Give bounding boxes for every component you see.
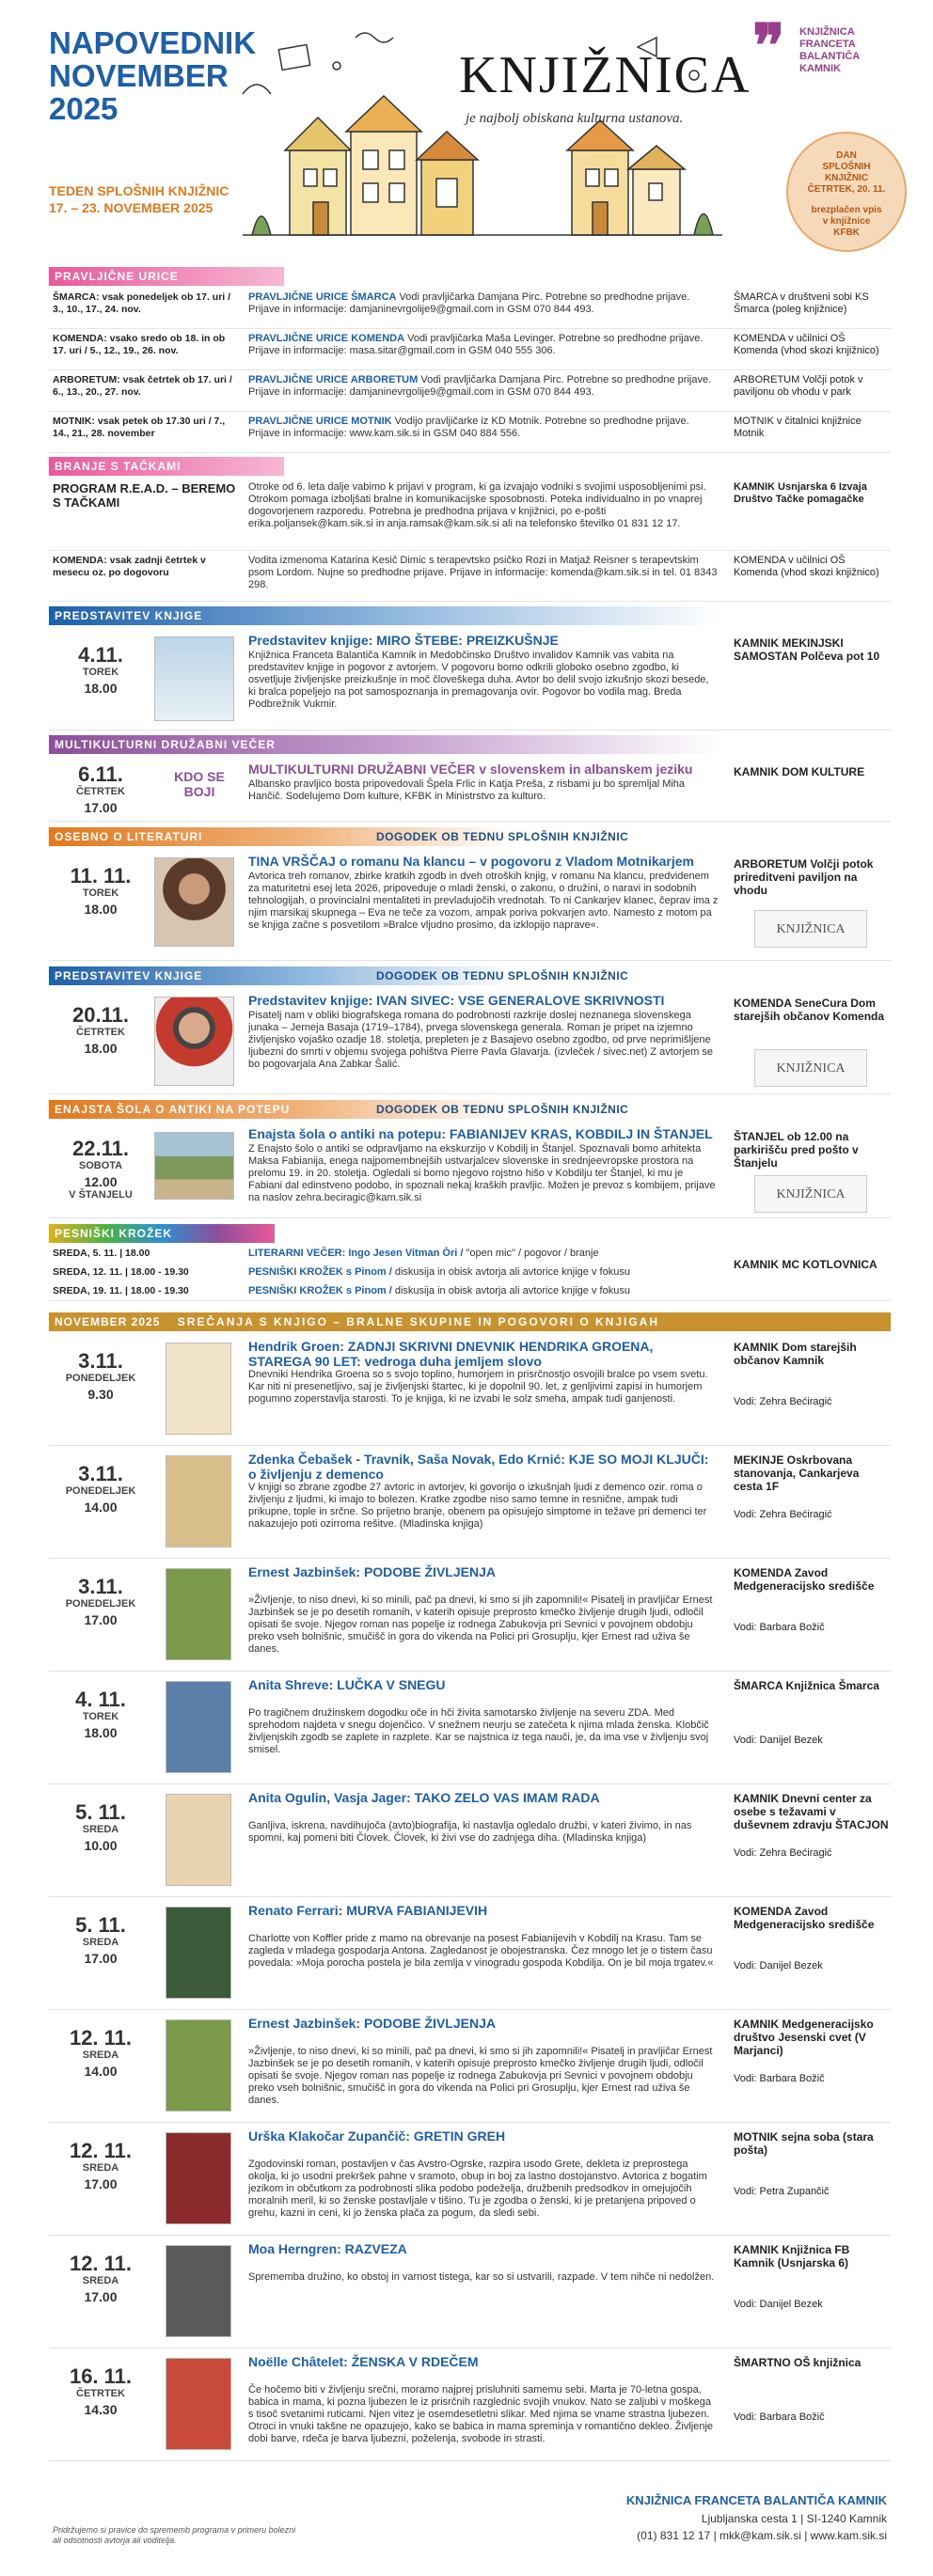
date-weekday: ČETRTEK	[76, 786, 125, 797]
event-title: Ernest Jazbinšek: PODOBE ŽIVLJENJA	[248, 2016, 496, 2031]
event-tag: DOGODEK OB TEDNU SPLOŠNIH KNJIŽNIC	[376, 969, 629, 982]
event-card	[49, 1333, 891, 1446]
event-tag: DOGODEK OB TEDNU SPLOŠNIH KNJIŽNIC	[376, 830, 629, 843]
book-cover-image	[166, 1455, 231, 1547]
section-bar-pesniski: PESNIŠKI KROŽEK	[49, 1224, 275, 1243]
row-location: MOTNIK v čitalnici knjižnice Motnik	[734, 416, 862, 439]
date-number: 3.11.	[78, 1575, 123, 1598]
row-location: KOMENDA v učilnici OŠ Komenda (vhod skozi knjižnico)	[734, 333, 879, 356]
event-description: Z Enajsto šolo o antiki se odpravljamo na ekskurzijo v Kobdilj in Štanjel. Spoznavali bomo arhitekta Maksa Fabianija, enega najpomembnejših ustvarjalcev slovenske in srednjeevropske prostora na prelomu 19. in 20. stoletja. Ogledali si bomo njegovo rojstno hišo v Kobdilju ter Štanjel, ki mu je Fabiani dal edinstveno podobo, in spoznali nekaj kraških pravljic. Možen je prevoz s kombijem, prijave na naslov zehra.beciragic@kam.sik.si	[248, 1143, 716, 1203]
date-number: 6.11.	[78, 762, 123, 786]
event-card	[49, 1446, 891, 1559]
row-text: "open mic" / pogovor / branje	[466, 1248, 599, 1259]
section-bar-branje: BRANJE S TAČKAMI	[49, 457, 284, 476]
library-day-badge	[786, 132, 907, 252]
event-location: MEKINJE Oskrbovana stanovanja, Cankarjeva cesta 1F	[734, 1453, 860, 1493]
date-number: 5. 11.	[75, 1913, 126, 1937]
event-card	[49, 2236, 891, 2348]
event-card	[49, 987, 891, 1094]
date-number: 11. 11.	[70, 864, 132, 887]
event-location: KOMENDA Zavod Medgeneracijsko središče	[734, 1905, 875, 1931]
event-location: KAMNIK Dom starejših občanov Kamnik	[734, 1341, 857, 1367]
event-date	[49, 987, 152, 1056]
event-card	[49, 1672, 891, 1784]
badge-line-7: KFBK	[833, 228, 860, 238]
row-title: PRAVLJIČNE URICE ARBORETUM	[248, 374, 419, 385]
book-cover-image	[166, 1794, 231, 1886]
badge-line-4: ČETRTEK, 20. 11.	[807, 184, 886, 195]
row-text: Vodijo pravljičarke iz KD Motnik. Potrebne so predhodne prijave. Prijave in informacije: www.kam.sik.si in GSM 040 884 556.	[248, 416, 689, 439]
logo-line-4: KAMNIK	[799, 63, 841, 74]
row-content	[248, 1285, 719, 1297]
list-item	[49, 412, 891, 453]
event-date	[49, 1121, 152, 1202]
section-bar-osebno: OSEBNO O LITERATURI	[49, 827, 891, 846]
title-line-3: 2025	[49, 91, 119, 126]
event-title: Noëlle Châtelet: ŽENSKA V RDEČEM	[248, 2354, 479, 2369]
event-title: Renato Ferrari: MURVA FABIANIJEVIH	[248, 1903, 488, 1918]
library-logo-text	[799, 26, 860, 75]
event-description: Sprememba družino, ko obstoj in varnost tistega, kar so si ustvarili, razpade. V tem nihče ni nedolžen.	[248, 2271, 715, 2283]
date-time: 10.00	[84, 1838, 118, 1853]
event-description: Po tragičnem družinskem dogodku oče in hči živita samotarsko življenje na severu ZDA. Med sprehodom najdeta v snegu dojenčico. V snežnem neurju se zatečeta k njima mlada ženska. Klobčič življenjskih zgodb se zaplete in razplete. Kar se najstnica iz tega nauči, je, da ima vse v življenju svoj smisel.	[248, 1707, 709, 1755]
event-host: Vodi: Danijel Bezek	[734, 2299, 823, 2310]
date-weekday: PONEDELJEK	[65, 1598, 136, 1610]
event-title: Hendrik Groen: ZADNJI SKRIVNI DNEVNIK HENDRIKA GROENA, STAREGA 90 LET: vedroga duha jemljem slovo	[248, 1339, 654, 1369]
event-host: Vodi: Zehra Bećiragić	[734, 1847, 832, 1859]
row-text: Vodi pravljičarka Damjana Pirc. Potrebne so predhodne prijave. Prijave in informacije: damjaninevrgolije9@gmail.com in GSM 070 844 493.	[248, 291, 690, 315]
event-card	[49, 848, 891, 961]
date-time: 17.00	[84, 1612, 118, 1627]
event-location: ARBORETUM Volčji potok prireditveni paviljon na vhodu	[734, 857, 874, 897]
row-schedule: SREDA, 19. 11. | 18.00 - 19.30	[53, 1285, 189, 1296]
event-date	[49, 2348, 152, 2417]
date-time: 18.00	[84, 1041, 118, 1056]
date-number: 12. 11.	[69, 2252, 133, 2275]
event-title: Urška Klakočar Zupančič: GRETIN GREH	[248, 2128, 506, 2144]
date-number: 12. 11.	[69, 2139, 133, 2162]
row-text: Vodita izmenoma Katarina Kesič Dimic s terapevtsko psičko Rozi in Matjaž Reisner s terapevtskim psom Lordom. Nujne so predhodne prijave. Prijave in informacije: komenda@kam.sik.si in tel. 01 8343 298.	[248, 555, 718, 590]
event-description: Če hočemo biti v življenju srečni, moramo najprej prisluhniti samemu sebi. Marta je 70-letna gospa, babica in mama, ki pozna ljubezen le iz prisrčnih razglednic svojih vnukov. Nato se zaljubi v moškega s tisoč svetanimi ruticami. Njen vitez je osemdesetletni slikar. Med njima se vname strastna ljubezen. Otroci in vnuki takšne ne opazujejo, kako se babica in mama spreminja v romantično dekleo. Življenje dobi barve, rdeča je barva ljubezni, poželenja, svobode in strasti.	[248, 2384, 714, 2444]
event-title: Predstavitev knjige: IVAN SIVEC: VSE GENERALOVE SKRIVNOSTI	[248, 993, 665, 1008]
row-text: Otroke od 6. leta dalje vabimo k prijavi v program, ki ga izvajajo vodniki s svojimi usposobljenimi psi. Otrokom pomaga izboljšati bralne in komunikacijske sposobnosti. Poteka individualno in po vnaprej dogovorjenem razporedu. Potrebna je predhodna prijava v knjižnici, po e-pošti erika.poljansek@kam.sik.si in anja.ramsak@kam.sik.si ali na telefonsko številko 01 831 12 17.	[248, 481, 706, 529]
event-card	[49, 1121, 891, 1218]
date-number: 16. 11.	[69, 2364, 133, 2388]
list-item	[49, 370, 891, 412]
section-bar-pravljicne: PRAVLJIČNE URICE	[49, 267, 284, 286]
row-content	[248, 291, 719, 316]
event-host: Vodi: Barbara Božič	[734, 2073, 825, 2084]
row-title: LITERARNI VEČER: Ingo Jesen Vitman Ōri /	[248, 1248, 464, 1259]
event-date	[49, 1333, 152, 1402]
event-date	[49, 2236, 152, 2304]
row-location: ARBORETUM Volčji potok v paviljonu ob vhodu v park	[734, 374, 863, 398]
event-host: Vodi: Zehra Bećiragić	[734, 1396, 832, 1407]
date-number: 3.11.	[78, 1462, 123, 1485]
list-item	[49, 1282, 891, 1301]
event-host: Vodi: Danijel Bezek	[734, 1960, 823, 1971]
event-date	[49, 1559, 152, 1627]
event-description: Ganljiva, iskrena, navdihujoča (avto)biografija, ki nastavlja ogledalo družbi, v kateri živimo, in nas spomni, kaj pomeni biti Človek. Človek, ki živi vse do zadnjega diha. (Mladinska knjiga)	[248, 1820, 692, 1844]
event-description: »Življenje, to niso dnevi, ki so minili, pač pa dnevi, ki smo si jih zapomnili!« Pisatelj in pravljičar Ernest Jazbinšek se je po desetih romanih, v katerih opisuje preprosto kmečko življenje drugih ljudi, odločil opisati še svoje. Njegov roman nas popelje iz rodnega Zabukovja pri Sevnici v povojnem obdobju preko vseh bolnišnic, smučišč in gora do vikenda na Polici pri Grosuplju, kjer Ernest rad uživa še danes.	[248, 2046, 713, 2106]
footer-address: Ljubljanska cesta 1 | SI-1240 Kamnik	[701, 2512, 887, 2525]
event-title: MULTIKULTURNI DRUŽABNI VEČER v slovenskem in albanskem jeziku	[248, 762, 693, 777]
event-title: TINA VRŠČAJ o romanu Na klancu – v pogovoru z Vladom Motnikarjem	[248, 854, 695, 869]
section-bar-predstavitev-1: PREDSTAVITEV KNJIGE	[49, 606, 891, 625]
logo-line-2: FRANCETA	[799, 39, 856, 50]
section-bar-predstavitev-2: PREDSTAVITEV KNJIGE	[49, 966, 891, 985]
event-host: Vodi: Barbara Božič	[734, 2411, 825, 2423]
date-time: 18.00	[84, 681, 118, 696]
section-month: NOVEMBER 2025	[55, 1315, 161, 1328]
row-content	[248, 416, 719, 440]
event-description: Avtorica treh romanov, zbirke kratkih zgodb in dveh otroških knjig, v romanu Na klancu, predvidenem za maturitetni esej leta 2026, pripoveduje o mladi ženski, o zakonu, o družini, o naravi in sodobnih tehnologijah, o provincialni mentaliteti in prevladujočih vrednotah. To ni Cankarjev klanec, čeprav ima z njim marsikaj skupnega – Eva ne teče za vozom, ampak poriva pokvarjen avto. Namesto z motom pa se knjiga začne s posvetilom »Bralce vljudno prosimo, da izklopijo naprave«.	[248, 871, 719, 931]
date-number: 5. 11.	[75, 1800, 126, 1824]
event-host: Vodi: Danijel Bezek	[734, 1735, 823, 1746]
title-line-2: NOVEMBER	[49, 58, 229, 93]
badge-line-5: brezplačen vpis	[811, 205, 882, 215]
event-date	[49, 2123, 152, 2191]
event-location: KAMNIK MC KOTLOVNICA	[734, 1258, 878, 1271]
row-content	[248, 374, 719, 399]
event-location: ŠMARTNO OŠ knjižnica	[734, 2356, 862, 2369]
event-date	[49, 848, 152, 917]
row-text: diskusija in obisk avtorja ali avtorice knjige v fokusu	[394, 1266, 630, 1278]
badge-line-1: DAN	[836, 150, 857, 161]
row-location: KAMNIK Usnjarska 6 Izvaja Društvo Tačke pomagačke	[734, 481, 867, 505]
row-schedule: MOTNIK: vsak petek ob 17.30 uri / 7., 14., 21., 28. november	[53, 416, 226, 439]
date-time: 17.00	[84, 800, 118, 815]
event-location: KAMNIK Knjižnica FB Kamnik (Usnjarska 6)	[734, 2243, 850, 2270]
event-date	[49, 1446, 152, 1515]
event-tag: DOGODEK OB TEDNU SPLOŠNIH KNJIŽNIC	[376, 1103, 629, 1116]
list-item	[49, 551, 891, 602]
date-number: 22.11.	[72, 1137, 129, 1160]
row-title: PRAVLJIČNE URICE KOMENDA	[248, 333, 405, 344]
library-mini-logo: KNJIŽNICA	[754, 1175, 867, 1213]
event-description: V knjigi so zbrane zgodbe 27 avtoric in avtorjev, ki govorijo o izkušnjah ljudi z demenco ozir. roma o življenju z ljudmi, ki imajo to bolezen. Kratke zgodbe niso samo temne in resnične, ampak tudi prikupne, tople in srčne. So prijetno branje, obenem pa opisujejo simptome in težave pri demenci ter nakazujejo poti ozirroma rešitve. (Mladinska knjiga)	[248, 1482, 707, 1530]
book-cover-image	[166, 1907, 231, 1999]
week-line-2: 17. – 23. NOVEMBER 2025	[49, 200, 213, 215]
book-cover-image	[154, 636, 234, 721]
row-schedule: KOMENDA: vsako sredo ob 18. in ob 17. uri / 5., 12., 19., 26. nov.	[53, 333, 226, 356]
footer	[49, 2491, 891, 2557]
event-photo	[154, 1132, 234, 1200]
badge-line-2: SPLOŠNIH	[822, 162, 871, 172]
event-logo-text: KDO SE BOJI	[174, 769, 225, 799]
event-card	[49, 627, 891, 730]
event-card	[49, 1559, 891, 1672]
footer-org: KNJIŽNICA FRANCETA BALANTIČA KAMNIK	[625, 2493, 887, 2507]
event-location: ŠMARCA Knjižnica Šmarca	[734, 1679, 879, 1692]
event-card	[49, 1897, 891, 2010]
week-line-1: TEDEN SPLOŠNIH KNJIŽNIC	[49, 183, 229, 198]
date-weekday: SREDA	[82, 2275, 119, 2286]
event-date	[49, 1672, 152, 1740]
event-title: Enajsta šola o antiki na potepu: FABIANIJEV KRAS, KOBDILJ IN ŠTANJEL	[248, 1126, 713, 1141]
date-time: 17.00	[84, 2176, 118, 2191]
event-description: Dnevniki Hendrika Groena so s svojo toplino, humorjem in prisrčnostjo osvojili bralce po vsem svetu. Kar niti ni presenetljivo, saj je življenjski štartec, ki je dopolnil 90. let, z genljivimi zapisi in humorjem pogumno zoperstavlja starosti. To je knjiga, ki ne izvabi le solz smeha, ampak tudi ganjenosti.	[248, 1369, 708, 1405]
date-weekday: SOBOTA	[78, 1160, 123, 1171]
date-number: 3.11.	[78, 1349, 123, 1373]
date-weekday: SREDA	[82, 2162, 119, 2174]
event-title: Predstavitev knjige: MIRO ŠTEBE: PREIZKUŠNJE	[248, 633, 559, 648]
book-cover-image	[166, 1343, 231, 1435]
date-weekday: ČETRTEK	[76, 1027, 125, 1038]
date-time: 17.00	[84, 1951, 118, 1966]
title-line-1: NAPOVEDNIK	[49, 25, 257, 60]
book-cover-image	[166, 1681, 231, 1773]
row-location: KOMENDA v učilnici OŠ Komenda (vhod skozi knjižnico)	[734, 555, 879, 578]
event-location: KAMNIK Dnevni center za osebe s težavami v duševnem zdravju ŠTACJON	[734, 1792, 889, 1831]
list-item	[49, 329, 891, 370]
event-date	[49, 627, 152, 696]
row-title: PESNIŠKI KROŽEK s Pinom /	[248, 1285, 392, 1296]
event-title: Zdenka Čebašek - Travnik, Saša Novak, Edo Krnić: KJE SO MOJI KLJUČI: o življenju z demenco	[248, 1452, 709, 1482]
event-card	[49, 2123, 891, 2236]
row-schedule: SREDA, 5. 11. | 18.00	[53, 1248, 150, 1259]
section-bar-multikulturni: MULTIKULTURNI DRUŽABNI VEČER	[49, 735, 891, 754]
date-number: 4.11.	[78, 643, 123, 667]
date-weekday: PONEDELJEK	[65, 1373, 136, 1384]
library-mini-logo: KNJIŽNICA	[754, 910, 867, 948]
list-item	[49, 478, 891, 551]
event-location: KAMNIK MEKINJSKI SAMOSTAN Polčeva pot 10	[734, 636, 880, 663]
author-photo	[154, 997, 234, 1086]
date-time: 18.00	[84, 902, 118, 917]
event-description: Charlotte von Koffler pride z mamo na obrevanje na posest Fabianijevih v Kobdilj na Krasu. Tam se zagleda v mladega gospodarja Antona. Zagledanost je obojestranska. Čez mnogo let je o tistem času povedala: »Moja porocha postela je bila zemlja v vinogradu gospoda Kobdilja. On je bil moja trgatev.«	[248, 1933, 714, 1969]
date-time: 14.30	[84, 2402, 118, 2417]
date-weekday: PONEDELJEK	[65, 1485, 136, 1497]
event-date	[49, 2010, 152, 2079]
event-description: »Življenje, to niso dnevi, ki so minili, pač pa dnevi, ki smo si jih zapomnili!« Pisatelj in pravljičar Ernest Jazbinšek se je po desetih romanih, v katerih opisuje preprosto kmečko življenje drugih ljudi, odločil opisati še svoje. Njegov roman nas popelje iz rodnega Zabukovja pri Sevnici v povojnem obdobju preko vseh bolnišnic, smučišč in gora do vikenda na Polici pri Grosuplju, kjer Ernest rad uživa še danes.	[248, 1594, 713, 1655]
date-time: 18.00	[84, 1725, 118, 1740]
event-description: Zgodovinski roman, postavljen v čas Avstro-Ogrske, razpira usodo Grete, dekleta iz preprostega okolja, ki jo usodni prekršek pahne v sramoto, obup in boj za lastno dostojanstvo. Avtorica z bogatim jezikom in občutkom za podrobnosti slika podobo podeželja, družbenih predsodkov in omejujočih moralnih meril, ki so ženske postavljale v tišino. Tu je zgodba o ženski, ki je pretanjena pripoved o grehu, kazni in ceni, ki jo ženska plača za pogum, da sledi sebi.	[248, 2159, 707, 2219]
event-title: Moa Herngren: RAZVEZA	[248, 2241, 407, 2256]
event-host: Vodi: Zehra Bećiragić	[734, 1509, 832, 1520]
date-weekday: TOREK	[82, 667, 119, 678]
row-location: ŠMARCA v društveni sobi KS Šmarca (poleg knjižnice)	[734, 291, 869, 315]
date-weekday: TOREK	[82, 1711, 119, 1722]
date-time: 17.00	[84, 2289, 118, 2304]
date-number: 12. 11.	[69, 2026, 133, 2050]
row-title: PRAVLJIČNE URICE MOTNIK	[248, 416, 392, 427]
event-card	[49, 1784, 891, 1897]
row-content	[248, 1266, 719, 1279]
event-location: KOMENDA Zavod Medgeneracijsko središče	[734, 1566, 875, 1593]
row-title: PESNIŠKI KROŽEK s Pinom /	[248, 1266, 392, 1278]
date-weekday: SREDA	[82, 2050, 119, 2061]
date-time: 14.00	[84, 1500, 118, 1515]
event-host: Vodi: Barbara Božič	[734, 1622, 825, 1633]
brand-slogan: je najbolj obiskana kulturna ustanova.	[466, 111, 684, 126]
event-location: KAMNIK Medgeneracijsko društvo Jesenski cvet (V Marjanci)	[734, 2018, 874, 2057]
header	[0, 0, 933, 254]
row-schedule: SREDA, 12. 11. | 18.00 - 19.30	[53, 1266, 189, 1278]
event-description: Knjižnica Franceta Balantiča Kamnik in Medobčinsko Društvo invalidov Kamnik vas vabita na predstavitev knjige in pogovor z avtorjem. V pogovoru bomo odkrili globoko osebno zgodbo, ki osvetljuje življenjske preizkušnje in moč človeškega duha. Avtor bo delil svojo izkušnjo skozi besede, ki bralca popeljejo na pot samospoznanja in premagovanja ovir. Pogovor bo vodila mag. Breda Podbrežnik Vukmir.	[248, 650, 709, 710]
date-weekday: SREDA	[82, 1824, 119, 1835]
row-schedule: ŠMARCA: vsak ponedeljek ob 17. uri / 3., 10., 17., 24. nov.	[53, 291, 231, 315]
library-logo-icon: ❞	[752, 13, 785, 80]
event-description: Albansko pravljico bosta pripovedovali Špela Frlic in Katja Preša, z risbami ju bo spremljal Miha Hančič. Sodelujemo Dom kulture, KFBK in Ministrstvo za kulturo.	[248, 778, 686, 802]
book-cover-image	[166, 2358, 231, 2450]
section-bar-enajsta: ENAJSTA ŠOLA O ANTIKI NA POTEPU	[49, 1100, 891, 1119]
event-location: ŠTANJEL ob 12.00 na parkirišču pred pošto v Štanjelu	[734, 1130, 859, 1170]
row-schedule: ARBORETUM: vsak četrtek ob 17. uri / 6., 13., 20., 27. nov.	[53, 374, 232, 398]
badge-line-6: v knjižnice	[822, 216, 871, 227]
date-time: 12.00	[84, 1174, 118, 1189]
event-title: Anita Shreve: LUČKA V SNEGU	[248, 1677, 446, 1692]
week-subtitle	[49, 182, 229, 216]
section-bar-srecanja	[49, 1312, 891, 1331]
event-location: KOMENDA SeneCura Dom starejših občanov Komenda	[734, 997, 885, 1023]
event-location: MOTNIK sejna soba (stara pošta)	[734, 2130, 874, 2157]
date-number: 20.11.	[72, 1003, 129, 1027]
badge-line-3: KNJIŽNIC	[824, 173, 869, 183]
book-cover-image	[166, 1568, 231, 1660]
event-card	[49, 2348, 891, 2461]
logo-line-1: KNJIŽNICA	[799, 26, 855, 38]
footer-note: Pridržujemo si pravice do sprememb programa v primeru bolezni ali odsotnosti avtorja ali voditelja.	[53, 2525, 296, 2545]
event-card	[49, 756, 891, 822]
book-cover-image	[166, 2245, 231, 2337]
row-title: PRAVLJIČNE URICE ŠMARCA	[248, 291, 397, 303]
event-host: Vodi: Petra Zupančič	[734, 2186, 830, 2197]
event-title: Ernest Jazbinšek: PODOBE ŽIVLJENJA	[248, 1564, 496, 1579]
date-weekday: SREDA	[82, 1937, 119, 1948]
row-schedule: KOMENDA: vsak zadnji četrtek v mesecu oz. po dogovoru	[53, 555, 206, 578]
author-photo	[154, 857, 234, 947]
date-weekday: ČETRTEK	[76, 2388, 125, 2399]
date-place: V ŠTANJELU	[69, 1189, 133, 1201]
event-title: Anita Ogulin, Vasja Jager: TAKO ZELO VAS IMAM RADA	[248, 1790, 600, 1805]
event-description: Pisatelj nam v obliki biografskega romana do podrobnosti razkrije dosleј neznanega slovenskega junaka – Jerneja Basaja (1719–1784), prvega slovenskega generala. Roman je pripet na izjemno življenjsko vojaško ozadje 18. stoletja, prepleten je z Basajevo osebno zgodbo, od prve neprimišljene ljubezni do smrti v objemu svojega pohištva Pierre Pavla Glavarja. (izvleček / sivec.net) Z avtorjem se bo pogovarjala Ana Zabkar Šalić.	[248, 1010, 713, 1070]
footer-contact: (01) 831 12 17 | mkk@kam.sik.si | www.kam.sik.si	[637, 2529, 887, 2542]
library-mini-logo: KNJIŽNICA	[754, 1049, 867, 1087]
list-item	[49, 288, 891, 329]
row-content	[248, 333, 719, 357]
date-number: 4. 11.	[75, 1688, 126, 1711]
row-content	[248, 1248, 719, 1260]
logo-line-3: BALANTIČA	[799, 51, 861, 62]
section-title: SREČANJA S KNJIGO – BRALNE SKUPINE IN POGOVORI O KNJIGAH	[177, 1315, 660, 1328]
event-location: KAMNIK DOM KULTURE	[734, 765, 865, 778]
event-date	[49, 1784, 152, 1853]
brand-wordmark: KNJIŽNICA	[459, 46, 751, 104]
date-time: 9.30	[87, 1387, 114, 1402]
row-text: Vodi pravljičarka Damjana Pirc. Potrebne so predhodne prijave. Prijave in informacije: damjaninevrgolije9@gmail.com in GSM 070 844 493.	[248, 374, 712, 398]
row-text: diskusija in obisk avtorja ali avtorice knjige v fokusu	[394, 1285, 630, 1296]
book-cover-image	[166, 2132, 231, 2224]
event-date	[49, 1897, 152, 1966]
event-card	[49, 2010, 891, 2123]
date-weekday: TOREK	[82, 887, 119, 899]
row-text: Vodi pravljičarka Maša Levinger. Potrebne so predhodne prijave. Prijave in informacije: masa.sitar@gmail.com in GSM 040 555 306.	[248, 333, 704, 356]
date-time: 14.00	[84, 2064, 118, 2079]
event-date	[49, 756, 152, 815]
book-cover-image	[166, 2019, 231, 2112]
row-title: PROGRAM R.E.A.D. – BEREMO S TAČKAMI	[53, 481, 236, 510]
